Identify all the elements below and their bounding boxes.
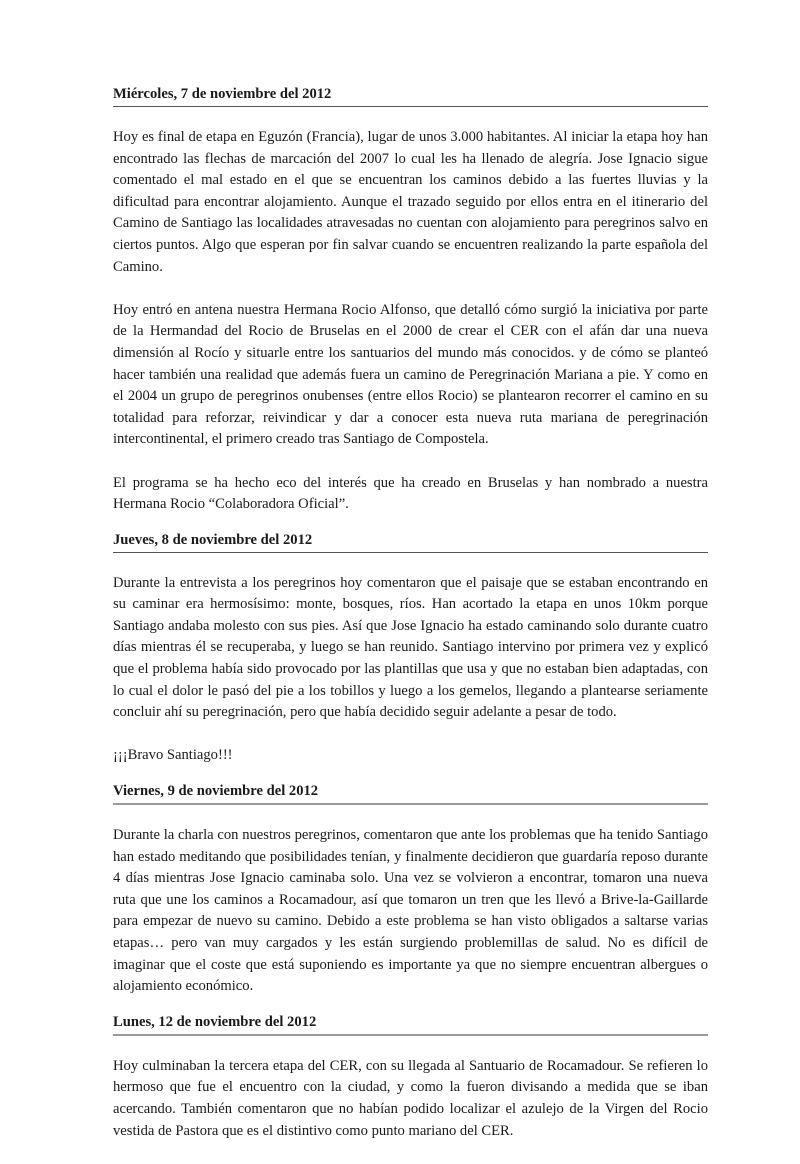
- entry-paragraph: Hoy es final de etapa en Eguzón (Francia), lugar de unos 3.000 habitantes. Al iniciar la etapa hoy han encontrado las flechas de marcación del 2007 lo cual les ha llenado de alegría. Jose Ignacio sigue comentado el mal estado en el que se encuentran los caminos debido a las fuertes lluvias y la dificultad para encontrar alojamiento. Aunque el trazado seguido por ellos entra en el itinerario del Camino de Santiago las localidades atravesadas no cuentan con alojamiento para peregrinos salvo en ciertos puntos. Algo que esperan por fin salvar cuando se encuentren realizando la parte española del Camino.: [113, 129, 708, 275]
- entry-paragraph: ¡¡¡Bravo Santiago!!!: [113, 747, 233, 764]
- entry-heading: Jueves, 8 de noviembre del 2012: [113, 530, 708, 553]
- document-page: [113, 84, 708, 1164]
- entry-paragraph: Hoy entró en antena nuestra Hermana Rocio Alfonso, que detalló cómo surgió la iniciativa por parte de la Hermandad del Rocio de Bruselas en el 2000 de crear el CER con el afán dar una nueva dimensión al Rocío y situarle entre los santuarios del mundo más conocidos. y de cómo se planteó hacer también una realidad que además fuera un camino de Peregrinación Mariana a pie. Y como en el 2004 un grupo de peregrinos onubenses (entre ellos Rocio) se plantearon recorrer el camino en su totalidad para reforzar, reivindicar y dar a conocer esta nueva ruta mariana de peregrinación intercontinental, el primero creado tras Santiago de Compostela.: [113, 301, 708, 448]
- entry-paragraph: El programa se ha hecho eco del interés que ha creado en Bruselas y han nombrado a nuestra Hermana Rocio “Colaboradora Oficial”.: [113, 474, 708, 513]
- entry-2012-11-07: [113, 84, 708, 516]
- entry-heading: Lunes, 12 de noviembre del 2012: [113, 1012, 708, 1036]
- entry-2012-11-12: [113, 1012, 708, 1142]
- entry-paragraph: Durante la entrevista a los peregrinos hoy comentaron que el paisaje que se estaban encontrando en su caminar era hermosísimo: monte, bosques, ríos. Han acortado la etapa en unos 10km porque Santiago andaba molesto con sus pies. Así que Jose Ignacio ha estado caminando solo durante cuatro días mientras él se recuperaba, y luego se han reunido. Santiago intervino por primera vez y explicó que el problema había sido provocado por las plantillas que usa y que no estaban bien adaptadas, con lo cual el dolor le pasó del pie a los tobillos y luego a los gemelos, llegando a plantearse seriamente concluir ahí su peregrinación, pero que había decidido seguir adelante a pesar de todo.: [113, 574, 708, 721]
- entry-2012-11-09: [113, 781, 708, 998]
- entry-heading: Miércoles, 7 de noviembre del 2012: [113, 84, 708, 107]
- entry-paragraph: Durante la charla con nuestros peregrinos, comentaron que ante los problemas que ha tenido Santiago han estado meditando que posibilidades tenían, y finalmente decidieron que guardaría reposo durante 4 días mientras Jose Ignacio caminaba solo. Una vez se volvieron a encontrar, tomaron una nueva ruta que une los caminos a Rocamadour, así que tomaron un tren que les llevó a Brive-la-Gaillarde para empezar de nuevo su camino. Debido a este problema se han visto obligados a saltarse varias etapas… pero van muy cargados y les están surgiendo problemillas de salud. No es difícil de imaginar que el coste que está suponiendo es importante ya que no siempre encuentran albergues o alojamiento económico.: [113, 827, 708, 995]
- entry-paragraph: Hoy culminaban la tercera etapa del CER, con su llegada al Santuario de Rocamadour. Se refieren lo hermoso que fue el encuentro con la ciudad, y como la fueron divisando a medida que se iban acercando. También comentaron que no habían podido localizar el azulejo de la Virgen del Rocio vestida de Pastora que es el distintivo como punto mariano del CER.: [113, 1057, 708, 1139]
- entry-2012-11-08: [113, 530, 708, 767]
- entry-heading: Viernes, 9 de noviembre del 2012: [113, 781, 708, 805]
